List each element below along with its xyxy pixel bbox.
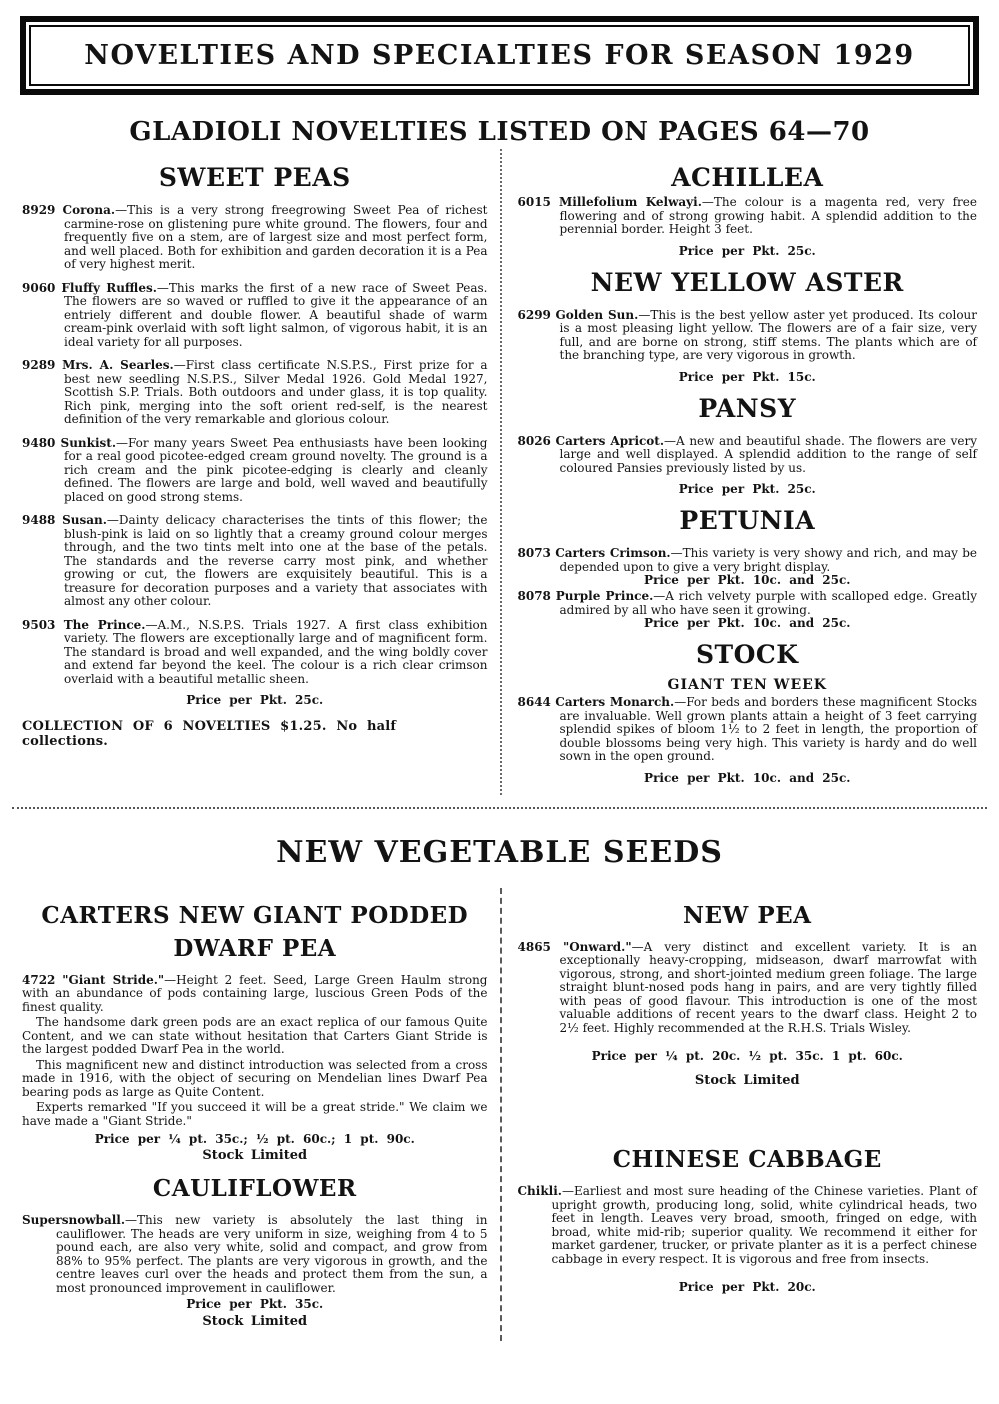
flower-novelties-column [500,149,980,795]
cauliflower-price: Price per Pkt. 35c. [186,1297,324,1311]
entry-number: 4722 [22,972,56,987]
sweet-peas-column [20,149,500,795]
catalog-entry-carters-apricot [518,435,978,476]
petunia-heading: PETUNIA [679,506,816,535]
catalog-entry-susan [22,514,488,609]
dwarf-pea-heading: DWARF PEA [173,934,337,962]
catalog-entry-golden-sun [518,309,978,363]
cauliflower-heading: CAULIFLOWER [152,1175,357,1202]
entry-number: 9488 [22,513,56,527]
chinese-cabbage-heading: CHINESE CABBAGE [612,1146,882,1173]
sweet-peas-heading: SWEET PEAS [158,163,351,192]
bottom-columns [20,888,979,1342]
entry-text: —The colour is a magenta red, very free flowering and of strong growing habit. A splendid addition to the perennial border. Height 3 feet. [559,195,977,236]
new-pea-heading: NEW PEA [682,901,812,929]
catalog-entry-mrs-a-searles [22,359,488,427]
catalog-entry-fluffy-ruffles [22,282,488,350]
entry-text: —This variety is very showy and rich, and may be depended upon to give a very bright display. [559,546,977,574]
entry-name: Fluffy Ruffles. [61,280,157,295]
entry-name: Mrs. A. Searles. [62,358,174,372]
stock-price: Price per Pkt. 10c. and 25c. [644,770,851,785]
entry-text: —This new variety is absolutely the last thing in cauliflower. The heads are very uniform in size, weighing from 4 to 5 pound each, are also very white, solid and compact, and grow from 88% to 95% perfect. The plants are very vigorous in growth, and the centre leaves curl over the heads and protect them from the sun, a most pronounced improvement in cauliflower. [56,1213,488,1295]
season-banner-box [20,16,979,95]
entry-name: Chikli. [517,1184,562,1198]
entry-text: —Height 2 feet. Seed, Large Green Haulm strong with an abundance of pods containing large, luscious Green Pods of the finest quality. [22,972,488,1014]
giant-stride-paragraph-2: The handsome dark green pods are an exact replica of our famous Quite Content, and we can state without hesitation that Carters Giant Stride is the largest podded Dwarf Pea in the world. [22,1015,488,1056]
stock-heading: STOCK [695,640,799,669]
entry-text: —This marks the first of a new race of Sweet Peas. The flowers are so waved or ruffled to give it the appearance of an entriely different and double flower. A beautiful shade of warm cream-pink overlaid with soft light salmon, of vigorous habit, it is an ideal variety for all purposes. [64,280,488,349]
section-divider [12,807,987,809]
pansy-heading: PANSY [698,393,797,423]
entry-name: Carters Apricot. [555,433,665,448]
entry-name: "Giant Stride." [62,972,165,987]
entry-number: 8078 [517,589,551,603]
cauliflower-stock-limited: Stock Limited [202,1314,308,1329]
achillea-heading: ACHILLEA [671,163,824,192]
entry-text: —A.M., N.S.P.S. Trials 1927. A first class exhibition variety. The flowers are exceptionally large and of magnificent form. The standard is broad and well expanded, and the wing boldly cover and extend far beyond the keel. The colour is a rich clear crimson overlaid with a beautiful metallic sheen. [64,617,488,686]
top-columns [20,149,979,795]
entry-number: 8073 [517,546,551,560]
new-yellow-aster-heading: NEW YELLOW ASTER [590,267,904,297]
catalog-entry-corona [22,204,488,272]
sweet-peas-price: Price per Pkt. 25c. [186,693,324,707]
season-banner-inner [29,25,970,86]
entry-text: —First class certificate N.S.P.S., First prize for a best new seedling N.S.P.S., Silver Medal 1926. Gold Medal 1927, Scottish S.P. Trials. Both outdoors and under glass, it is top quality. Rich pink, merging into the soft orient red-self, is the nearest definition of the very remarkable and glorious colour. [64,358,488,426]
entry-name: Sunkist. [60,435,116,450]
entry-number: 6015 [517,195,551,209]
giant-stride-paragraph-3: This magnificent new and distinct introduction was selected from a cross made in 1916, with the object of securing on Mendelian lines Dwarf Pea bearing pods as large as Quite Content. [22,1057,488,1099]
entry-number: 9480 [22,435,56,450]
entry-text: —Earliest and most sure heading of the Chinese varieties. Plant of upright growth, producing long, solid, white cylindrical heads, two feet in length. Leaves very broad, smooth, fringed on edge, with broad, white mid-rib; superior quality. We recommend it either for market gardener, trucker, or private planter as it is a perfect chinese cabbage in every respect. It is vigorous and free from insects. [551,1184,977,1266]
petunia-price-2: Price per Pkt. 10c. and 25c. [644,616,851,630]
entry-text: —For beds and borders these magnificent Stocks are invaluable. Well grown plants attain a height of 3 feet carrying splendid spikes of bloom 1½ to 2 feet in length, the proportion of double blossoms being very high. This variety is hardy and do well sown in the open ground. [559,695,977,763]
giant-stride-price: Price per ¼ pt. 35c.; ½ pt. 60c.; 1 pt. 90c. [94,1132,415,1146]
entry-number: 9060 [22,280,56,295]
catalog-entry-sunkist [22,437,488,505]
entry-name: Corona. [62,203,116,217]
catalog-entry-carters-crimson [518,547,978,574]
catalog-entry-onward [518,941,978,1036]
new-yellow-aster-price: Price per Pkt. 15c. [678,369,816,384]
catalog-entry-chikli [518,1185,978,1266]
entry-name: Purple Prince. [555,589,654,603]
entry-number: 8929 [22,203,56,217]
catalog-entry-carters-monarch [518,696,978,764]
petunia-price-1: Price per Pkt. 10c. and 25c. [644,573,851,587]
entry-name: Golden Sun. [555,307,639,322]
entry-name: The Prince. [63,617,146,632]
entry-text: —This is the best yellow aster yet produced. Its colour is a most pleasing light yellow. The flowers are of a fair size, very full, and are borne on strong, stiff stems. The plants which are of the branching type, are very vigorous in growth. [559,307,978,362]
entry-text: —A very distinct and excellent variety. It is an exceptionally heavy-cropping, midseason, dwarf marrowfat with vigorous, strong, and short-jointed medium green foliage. The large straight blunt-nosed pods hang in pairs, and are very tightly filled with peas of good flavour. This introduction is one of the most valuable additions of recent years to the dwarf class. Height 2 to 2½ feet. Highly recommended at the R.H.S. Trials Wisley. [559,939,977,1035]
entry-text: —For many years Sweet Pea enthusiasts have been looking for a real good picotee-edged cream ground novelty. The ground is a rich cream and the pink picotee-edging is clearly and cleanly defined. The flowers are large and bold, well waved and beautifully placed on good strong stems. [64,435,488,504]
new-vegetable-seeds-heading: NEW VEGETABLE SEEDS [276,834,723,870]
entry-number: 8644 [517,695,551,709]
entry-text: —A new and beautiful shade. The flowers are very large and well displayed. A splendid addition to the range of self coloured Pansies previously listed by us. [559,433,977,475]
new-pea-price: Price per ¼ pt. 20c. ½ pt. 35c. 1 pt. 60c. [591,1049,903,1063]
entry-name: Millefolium Kelwayi. [558,195,702,209]
entry-number: 6299 [517,307,551,322]
entry-number: 9289 [22,358,56,372]
entry-text: —Dainty delicacy characterises the tints of this flower; the blush-pink is laid on so lightly that a creamy ground colour merges through, and the two tints melt into one at the base of the petals. The standards and the reverse carry most pink, and whether growing or cut, the flowers are exquisitely beautiful. This is a treasure for decoration purposes and a variety that associates with almost any other colour. [64,513,488,608]
catalog-entry-supersnowball [22,1214,488,1295]
giant-stride-paragraph-4: Experts remarked "If you succeed it will be a great stride." We claim we have made a "Giant Stride." [22,1100,488,1128]
chinese-cabbage-price: Price per Pkt. 20c. [678,1280,816,1294]
dwarf-pea-column [20,888,500,1342]
gladioli-heading: GLADIOLI NOVELTIES LISTED ON PAGES 64—70 [129,117,870,147]
collection-offer: COLLECTION OF 6 NOVELTIES $1.25. No half collections. [22,719,397,749]
giant-stride-paragraph-1 [22,974,488,1015]
entry-name: "Onward." [562,939,632,954]
new-pea-column [500,888,980,1342]
pansy-price: Price per Pkt. 25c. [678,482,816,496]
achillea-price: Price per Pkt. 25c. [678,243,816,258]
catalog-entry-purple-prince [518,590,978,617]
entry-name: Supersnowball. [22,1213,126,1227]
entry-text: —This is a very strong freegrowing Sweet Pea of richest carmine-rose on glistening pure white ground. The flowers, four and frequently five on a stem, are of largest size and most perfect form, and well placed. Both for exhibition and garden decoration it is a Pea of very highest merit. [64,203,488,271]
catalog-entry-the-prince [22,619,488,687]
entry-number: 4865 [517,939,551,954]
entry-number: 8026 [517,433,551,448]
entry-name: Susan. [62,513,107,527]
catalog-entry-millefolium-kelwayi [518,196,978,237]
entry-name: Carters Crimson. [555,546,671,560]
entry-text: —A rich velvety purple with scalloped edge. Greatly admired by all who have seen it growing. [559,589,977,617]
carters-giant-podded-heading: CARTERS NEW GIANT PODDED [41,901,469,929]
season-banner-title: NOVELTIES AND SPECIALTIES FOR SEASON 1929 [84,40,915,71]
entry-number: 9503 [22,617,56,632]
new-pea-stock-limited: Stock Limited [694,1073,800,1088]
stock-subheading: GIANT TEN WEEK [667,677,827,693]
giant-stride-stock-limited: Stock Limited [202,1148,308,1163]
entry-name: Carters Monarch. [555,695,675,709]
